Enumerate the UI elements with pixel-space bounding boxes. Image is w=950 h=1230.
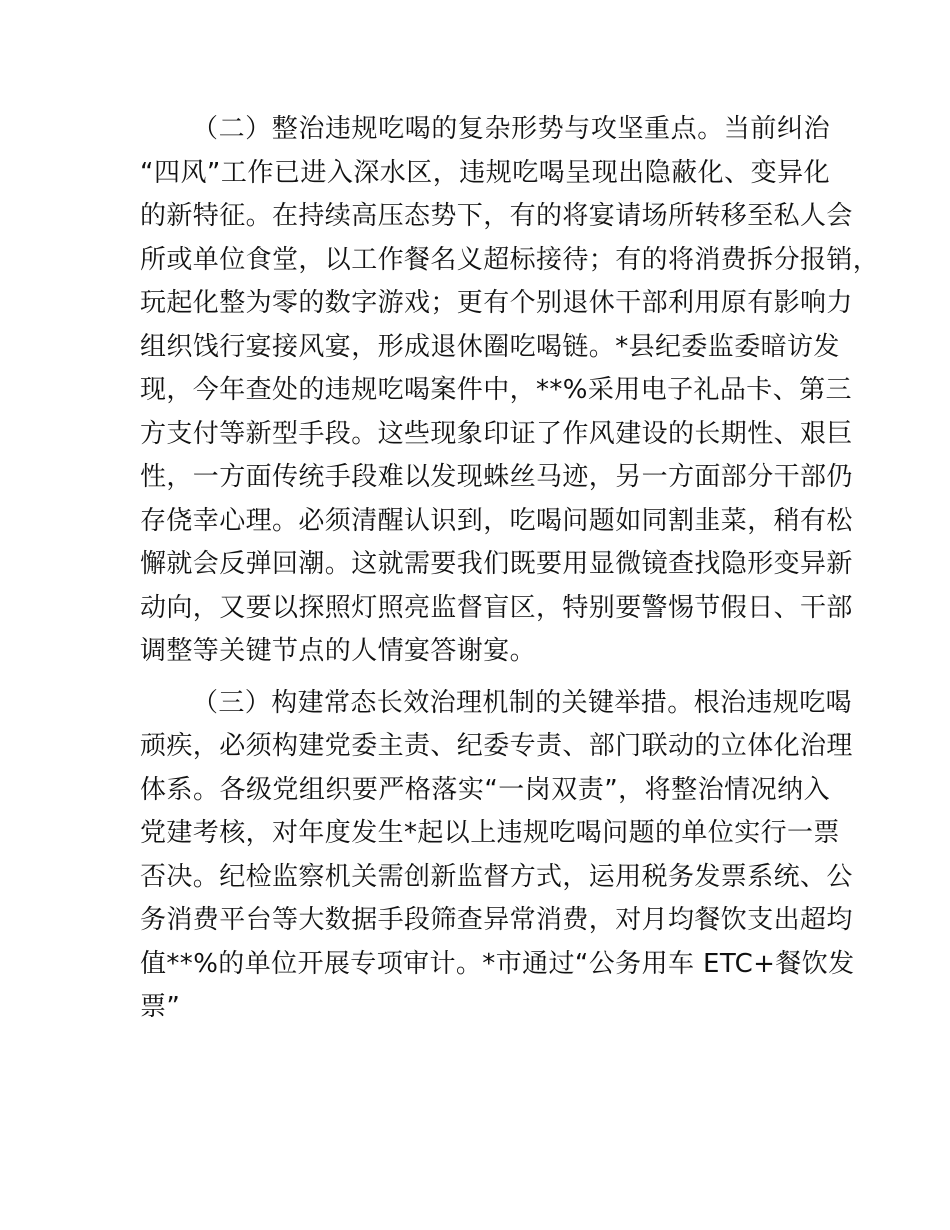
paragraph-line: （二）整治违规吃喝的复杂形势与攻坚重点。当前纠治 (192, 114, 830, 144)
paragraph-line: 务消费平台等大数据手段筛查异常消费，对月均餐饮支出超均 (140, 905, 853, 935)
paragraph-line: 存侥幸心理。必须清醒认识到，吃喝问题如同割韭菜，稍有松 (140, 505, 853, 536)
paragraph-line: 懈就会反弹回潮。这就需要我们既要用显微镜查找隐形变异新 (140, 549, 853, 579)
paragraph-line: 现，今年查处的违规吃喝案件中，**%采用电子礼品卡、第三 (140, 375, 852, 405)
paragraph-line: 体系。各级党组织要严格落实“一岗双责”，将整治情况纳入 (140, 774, 830, 805)
document-body (140, 108, 880, 1030)
paragraph-line: 的新特征。在持续高压态势下，有的将宴请场所转移至私人会 (140, 201, 853, 231)
paragraph-line: 值**%的单位开展专项审计。*市通过“公务用车 ETC+餐饮发 (140, 948, 855, 979)
paragraph-line: “四风”工作已进入深水区，违规吃喝呈现出隐蔽化、变异化 (140, 157, 830, 188)
paragraph-line: 方支付等新型手段。这些现象印证了作风建设的长期性、艰巨 (140, 418, 853, 449)
paragraph-line: 调整等关键节点的人情宴答谢宴。 (140, 636, 537, 666)
paragraph-line: （三）构建常态长效治理机制的关键举措。根治违规吃喝 (192, 687, 853, 718)
paragraph-spacer (140, 674, 830, 682)
paragraph-section-2 (140, 108, 880, 674)
paragraph-line: 所或单位食堂，以工作餐名义超标接待；有的将消费拆分报销， (140, 244, 880, 275)
paragraph-line: 玩起化整为零的数字游戏；更有个别退休干部利用原有影响力 (140, 288, 853, 318)
paragraph-line: 票” (140, 992, 181, 1022)
paragraph-line: 党建考核，对年度发生*起以上违规吃喝问题的单位实行一票 (140, 818, 840, 848)
paragraph-line: 性，一方面传统手段难以发现蛛丝马迹，另一方面部分干部仍 (140, 462, 853, 492)
paragraph-section-3 (140, 682, 855, 1030)
paragraph-line: 组织饯行宴接风宴，形成退休圈吃喝链。*县纪委监委暗访发 (140, 331, 840, 362)
paragraph-line: 否决。纪检监察机关需创新监督方式，运用税务发票系统、公 (140, 861, 853, 892)
paragraph-line: 动向，又要以探照灯照亮监督盲区，特别要警惕节假日、干部 (140, 592, 853, 623)
paragraph-line: 顽疾，必须构建党委主责、纪委专责、部门联动的立体化治理 (140, 731, 853, 761)
